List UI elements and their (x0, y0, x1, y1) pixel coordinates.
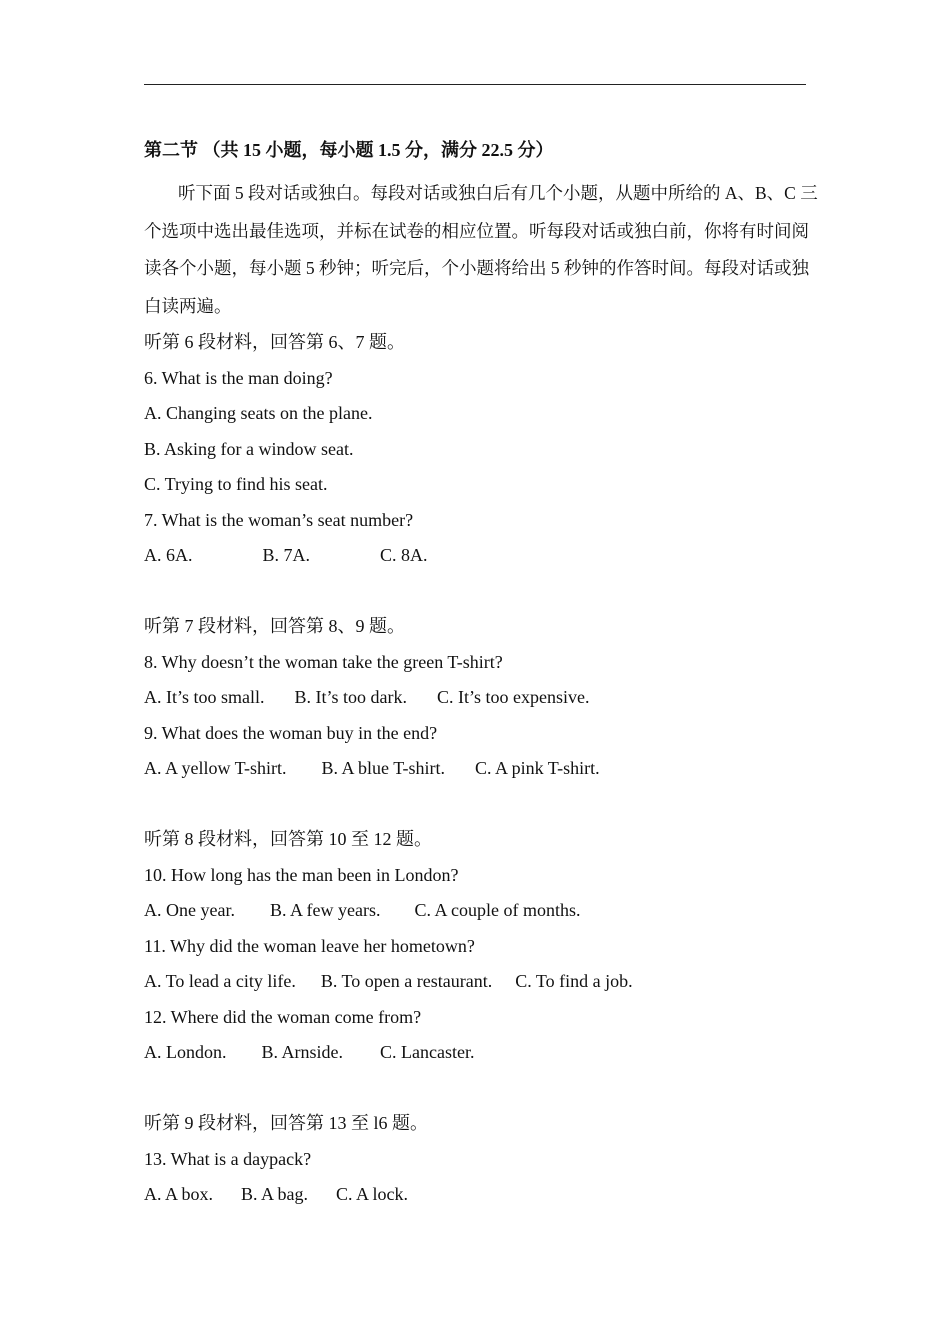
answer-options-row (144, 538, 824, 574)
answer-options-row (144, 680, 824, 716)
answer-options-row (144, 1177, 824, 1213)
answer-options-row (144, 751, 824, 787)
section-instructions: 听下面 5 段对话或独白。每段对话或独白后有几个小题，从题中所给的 A、B、C 三个选项中选出最佳选项，并标在试卷的相应位置。听每段对话或独白前，你将有时间阅读各个小题，每小题 5 秒钟；听完后，个小题将给出 5 秒钟的作答时间。每段对话或独白读两遍。 (144, 183, 818, 316)
answer-option: B. A blue T-shirt. (321, 758, 446, 778)
answer-options-row (144, 964, 824, 1000)
answer-option: B. Asking for a window seat. (144, 438, 354, 459)
question-text: 10. How long has the man been in London? (144, 864, 459, 885)
answer-option: C. To find a job. (515, 971, 633, 991)
question-text: 6. What is the man doing? (144, 367, 333, 388)
answer-option: C. A pink T-shirt. (475, 758, 600, 778)
answer-option: A. It’s too small. (144, 687, 265, 707)
answer-option: A. To lead a city life. (144, 971, 296, 991)
page-content (144, 133, 824, 1213)
answer-option: A. One year. (144, 900, 235, 920)
question-text: 8. Why doesn’t the woman take the green T-shirt? (144, 651, 503, 672)
header-rule (144, 84, 806, 85)
answer-option: A. A box. (144, 1184, 214, 1204)
group-instruction: 听第 9 段材料，回答第 13 至 l6 题。 (144, 1113, 428, 1133)
group-instruction: 听第 7 段材料，回答第 8、9 题。 (144, 616, 405, 636)
answer-option: C. A lock. (336, 1184, 409, 1204)
answer-option: B. It’s too dark. (294, 687, 407, 707)
group-instruction: 听第 8 段材料，回答第 10 至 12 题。 (144, 829, 432, 849)
question-text: 12. Where did the woman come from? (144, 1006, 422, 1027)
spacer (144, 1071, 824, 1107)
section-heading: 第二节 （共 15 小题，每小题 1.5 分，满分 22.5 分） (144, 140, 554, 160)
answer-options-row (144, 1035, 824, 1071)
answer-option: B. 7A. (262, 545, 311, 565)
answer-option: B. A bag. (241, 1184, 309, 1204)
answer-option: C. A couple of months. (414, 900, 581, 920)
group-instruction: 听第 6 段材料，回答第 6、7 题。 (144, 332, 405, 352)
answer-option: A. A yellow T-shirt. (144, 758, 287, 778)
answer-option: B. Arnside. (261, 1042, 344, 1062)
answer-option: A. Changing seats on the plane. (144, 403, 373, 423)
question-text: 9. What does the woman buy in the end? (144, 722, 438, 743)
answer-option: A. 6A. (144, 545, 193, 565)
question-text: 13. What is a daypack? (144, 1148, 312, 1169)
answer-option: B. A few years. (269, 900, 381, 920)
question-text: 11. Why did the woman leave her hometown? (144, 935, 475, 956)
answer-option: C. It’s too expensive. (437, 687, 590, 707)
spacer (144, 574, 824, 610)
answer-option: C. 8A. (380, 545, 428, 565)
answer-option: A. London. (144, 1042, 227, 1062)
answer-options-row (144, 893, 824, 929)
spacer (144, 787, 824, 823)
question-text: 7. What is the woman’s seat number? (144, 509, 414, 530)
answer-option: C. Trying to find his seat. (144, 474, 328, 494)
answer-option: C. Lancaster. (380, 1042, 475, 1062)
answer-option: B. To open a restaurant. (320, 971, 493, 991)
